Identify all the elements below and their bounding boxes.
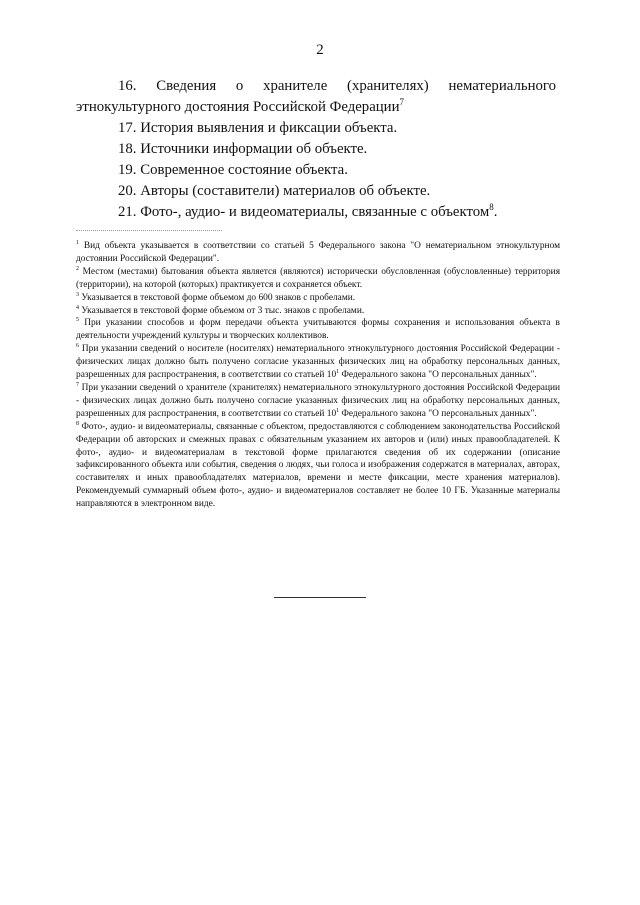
footnote: [76, 382, 560, 421]
article-superscript: 1: [336, 368, 340, 375]
footnote: [76, 305, 560, 318]
item-number: 18.: [118, 141, 137, 157]
footnote: [76, 317, 560, 343]
item-number: 21.: [118, 204, 137, 220]
list-item: [76, 76, 556, 118]
footnote-mark: 8: [76, 420, 79, 427]
footnote-text-tail: Федерального закона "О персональных данных".: [339, 370, 537, 381]
footnote-text: При указании сведений о носителе (носителях) нематериального этнокультурного достояния Российской Федерации - физических лицах должно быть получено согласие указанных физических лиц на обработку персональных данных, разрешенных для распространения, в соответствии со статьей 10: [76, 344, 561, 381]
footnote-mark: 2: [76, 265, 79, 272]
item-text: Современное состояние объекта.: [140, 162, 348, 178]
footnote-mark: 6: [76, 343, 79, 350]
list-item: [76, 118, 556, 139]
item-number: 17.: [118, 120, 137, 136]
item-text: Авторы (составители) материалов об объекте.: [140, 183, 431, 199]
footnote-text: Вид объекта указывается в соответствии со статьей 5 Федерального закона "О нематериальном этнокультурном достоянии Российской Федерации".: [76, 241, 561, 264]
footnote-mark: 1: [76, 239, 79, 246]
item-tail: .: [493, 204, 498, 220]
item-text: История выявления и фиксации объекта.: [140, 120, 398, 136]
item-number: 20.: [118, 183, 137, 199]
list-item: [76, 181, 556, 202]
footnote-ref: 7: [399, 97, 405, 108]
item-text: Источники информации об объекте.: [140, 141, 368, 157]
footnote-mark: 4: [76, 304, 79, 311]
footnotes: [76, 240, 560, 511]
footnote-text: Указывается в текстовой форме объемом от 3 тыс. знаков с пробелами.: [81, 305, 365, 316]
footnote-mark: 7: [76, 381, 79, 388]
footnote: [76, 240, 560, 266]
footnote-text: Местом (местами) бытования объекта является (являются) исторически обусловленная (обусловленные) территория (территории), на которой (которых) практикуется и сохраняется объект.: [76, 266, 561, 290]
footnote-text-tail: Федерального закона "О персональных данных".: [339, 408, 537, 419]
end-of-document-line: [274, 597, 366, 598]
footnote-mark: 3: [76, 291, 79, 298]
list-item: [76, 160, 556, 181]
footnote: [76, 266, 560, 292]
footnote: [76, 292, 560, 305]
footnote-ref: 8: [489, 202, 494, 213]
item-number: 19.: [118, 162, 137, 178]
list-item: [76, 202, 556, 223]
page-number: 2: [316, 42, 324, 58]
footnote: [76, 343, 560, 382]
footnote-text: При указании способов и форм передачи объекта учитываются формы сохранения и использования объекта в деятельности учреждений культуры и творческих коллективов.: [76, 318, 560, 342]
numbered-list: [76, 76, 556, 223]
item-number: 16.: [118, 78, 137, 94]
footnote-text: При указании сведений о хранителе (хранителях) нематериального этнокультурного достояния Российской Федерации - физических лицах должно быть получено согласие указанных физических лиц на обработку персональных данных, разрешенных для распространения, в соответствии со статьей 10: [76, 382, 560, 419]
item-text: Сведения о хранителе (хранителях) нематериального этнокультурного достояния Российской Федерации: [76, 78, 556, 115]
footnote: [76, 421, 560, 511]
article-superscript: 1: [336, 407, 340, 414]
footnote-text: Указывается в текстовой форме объемом до 600 знаков с пробелами.: [81, 292, 356, 303]
footnote-mark: 5: [76, 317, 79, 324]
footnote-text: Фото-, аудио- и видеоматериалы, связанные с объектом, предоставляются с соблюдением законодательства Российской Федерации об авторских и смежных правах с обязательным указанием их авторов и (или) иных правообладателей. К фото-, аудио- и видеоматериалам в текстовой форме прилагаются сведения об их содержании (описание зафиксированного объекта или события, сведения о людях, чьи голоса и изображения содержатся в материалах, авторах, составителях и иных правообладателях материалов, времени и месте фиксации, месте хранения материалов). Рекомендуемый суммарный объем фото-, аудио- и видеоматериалов составляет не более 10 ГБ. Указанные материалы направляются в электронном виде.: [76, 421, 560, 510]
item-text: Фото-, аудио- и видеоматериалы, связанные с объектом: [140, 204, 490, 220]
list-item: [76, 139, 556, 160]
footnote-separator: [76, 230, 222, 231]
